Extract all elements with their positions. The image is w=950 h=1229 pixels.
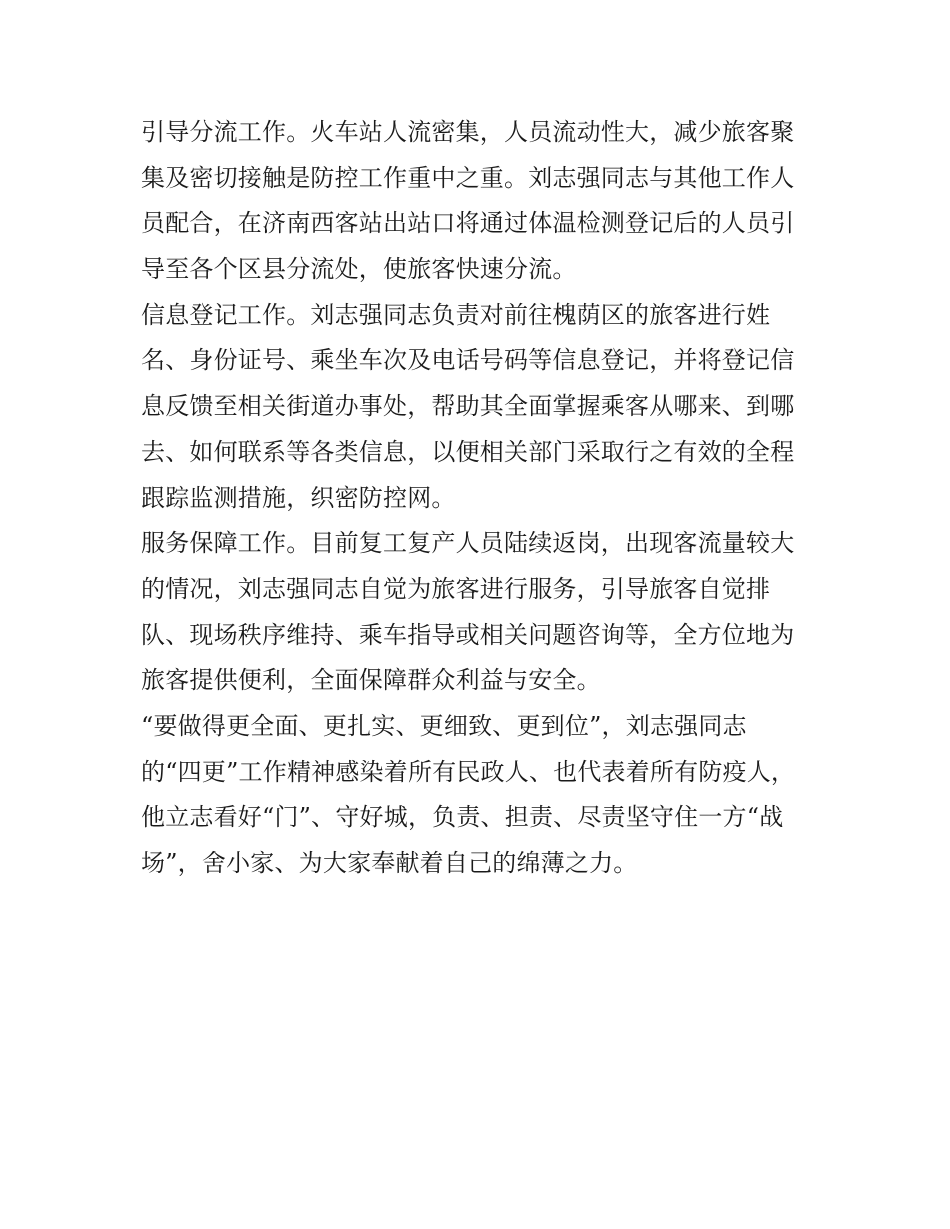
text-line: 他立志看好“门”、守好城，负责、担责、尽责坚守住一方“战 <box>141 803 784 832</box>
text-line: 跟踪监测措施，织密防控网。 <box>141 483 456 512</box>
paragraph-conclusion <box>141 704 821 887</box>
text-line: 名、身份证号、乘坐车次及电话号码等信息登记，并将登记信 <box>141 346 795 375</box>
text-line: 导至各个区县分流处，使旅客快速分流。 <box>141 255 577 284</box>
document-body <box>141 110 821 887</box>
text-line: 信息登记工作。刘志强同志负责对前往槐荫区的旅客进行姓 <box>141 300 771 329</box>
text-line: 场”，舍小家、为大家奉献着自己的绵薄之力。 <box>141 849 638 877</box>
text-line: 的“四更”工作精神感染着所有民政人、也代表着所有防疫人， <box>141 757 796 786</box>
text-line: 息反馈至相关街道办事处，帮助其全面掌握乘客从哪来、到哪 <box>141 392 795 421</box>
text-line: 旅客提供便利，全面保障群众利益与安全。 <box>141 666 601 695</box>
text-line: 员配合，在济南西客站出站口将通过体温检测登记后的人员引 <box>141 209 795 238</box>
text-line: 的情况，刘志强同志自觉为旅客进行服务，引导旅客自觉排 <box>141 574 771 603</box>
text-line: “要做得更全面、更扎实、更细致、更到位”，刘志强同志 <box>141 711 747 740</box>
text-line: 引导分流工作。火车站人流密集，人员流动性大，减少旅客聚 <box>141 118 795 146</box>
text-line: 队、现场秩序维持、乘车指导或相关问题咨询等，全方位地为 <box>141 620 795 649</box>
paragraph-diversion-work <box>141 110 821 293</box>
text-line: 去、如何联系等各类信息，以便相关部门采取行之有效的全程 <box>141 437 795 466</box>
paragraph-info-registration <box>141 293 821 521</box>
paragraph-service-support <box>141 521 821 704</box>
text-line: 集及密切接触是防控工作重中之重。刘志强同志与其他工作人 <box>141 163 795 192</box>
text-line: 服务保障工作。目前复工复产人员陆续返岗，出现客流量较大 <box>141 529 795 558</box>
